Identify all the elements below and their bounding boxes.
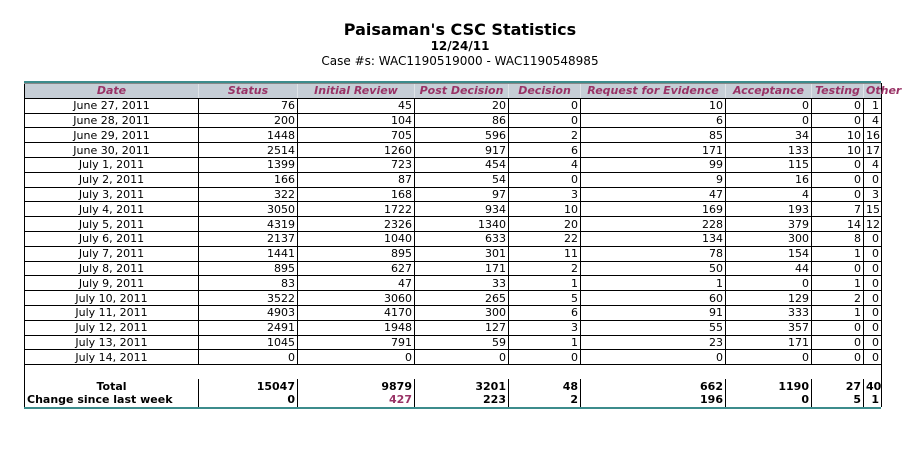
cell-request-for-evidence: 134: [581, 231, 726, 246]
cell-status: 166: [199, 172, 298, 187]
cell-other: 0: [864, 320, 882, 335]
cell-initial-review: 705: [298, 128, 415, 143]
cell-other: 0: [864, 261, 882, 276]
cell-post-decision: 265: [415, 291, 509, 306]
column-header-date[interactable]: Date: [25, 84, 199, 99]
cell-status: 2514: [199, 143, 298, 158]
cell-testing: 10: [812, 143, 864, 158]
cell-initial-review: 87: [298, 172, 415, 187]
column-header-decision[interactable]: Decision: [509, 84, 581, 99]
table-row: [25, 128, 882, 143]
column-header-testing[interactable]: Testing: [812, 84, 864, 99]
cell-acceptance: 0: [726, 113, 812, 128]
cell-status: 3050: [199, 202, 298, 217]
cell-post-decision: 633: [415, 231, 509, 246]
cell-decision: 10: [509, 202, 581, 217]
cell-status: 83: [199, 276, 298, 291]
cell-initial-review: 3060: [298, 291, 415, 306]
cell-testing: 8: [812, 231, 864, 246]
cell-request-for-evidence: 55: [581, 320, 726, 335]
cell-date: July 7, 2011: [25, 246, 199, 261]
totals-row: [25, 379, 882, 393]
cell-date: July 12, 2011: [25, 320, 199, 335]
column-header-acceptance[interactable]: Acceptance: [726, 84, 812, 99]
cell-post-decision: 0: [415, 350, 509, 365]
cell-acceptance: 16: [726, 172, 812, 187]
cell-post-decision: 97: [415, 187, 509, 202]
cell-other: 4: [864, 113, 882, 128]
cell-request-for-evidence: 91: [581, 305, 726, 320]
cell-acceptance: 300: [726, 231, 812, 246]
cell-initial-review: 104: [298, 113, 415, 128]
table-row: [25, 350, 882, 365]
cell-other: 16: [864, 128, 882, 143]
cell-request-for-evidence: 99: [581, 157, 726, 172]
cell-initial-review: 1722: [298, 202, 415, 217]
cell-status: 2137: [199, 231, 298, 246]
cell-acceptance: 379: [726, 217, 812, 232]
cell-testing: 10: [812, 128, 864, 143]
change-cell: 223: [415, 393, 509, 407]
totals-cell: 1190: [726, 379, 812, 393]
cell-date: July 9, 2011: [25, 276, 199, 291]
cell-request-for-evidence: 0: [581, 350, 726, 365]
cell-post-decision: 454: [415, 157, 509, 172]
totals-cell: 27: [812, 379, 864, 393]
cell-status: 4903: [199, 305, 298, 320]
cell-acceptance: 115: [726, 157, 812, 172]
cell-testing: 2: [812, 291, 864, 306]
cell-testing: 1: [812, 305, 864, 320]
cell-acceptance: 129: [726, 291, 812, 306]
cell-other: 0: [864, 335, 882, 350]
cell-acceptance: 171: [726, 335, 812, 350]
cell-initial-review: 791: [298, 335, 415, 350]
cell-acceptance: 333: [726, 305, 812, 320]
cell-decision: 11: [509, 246, 581, 261]
change-cell: 5: [812, 393, 864, 407]
cell-date: July 3, 2011: [25, 187, 199, 202]
cell-date: July 2, 2011: [25, 172, 199, 187]
totals-section: [25, 379, 882, 407]
change-row: [25, 393, 882, 407]
column-header-status[interactable]: Status: [199, 84, 298, 99]
cell-initial-review: 0: [298, 350, 415, 365]
cell-post-decision: 86: [415, 113, 509, 128]
table-row: [25, 231, 882, 246]
cell-acceptance: 0: [726, 276, 812, 291]
cell-initial-review: 1040: [298, 231, 415, 246]
cell-status: 2491: [199, 320, 298, 335]
cell-status: 4319: [199, 217, 298, 232]
cell-decision: 4: [509, 157, 581, 172]
cell-initial-review: 723: [298, 157, 415, 172]
cell-testing: 1: [812, 246, 864, 261]
column-header-other[interactable]: Other: [864, 84, 882, 99]
cell-decision: 6: [509, 305, 581, 320]
cell-status: 1448: [199, 128, 298, 143]
change-cell: 2: [509, 393, 581, 407]
cell-decision: 0: [509, 350, 581, 365]
cell-acceptance: 133: [726, 143, 812, 158]
cell-post-decision: 300: [415, 305, 509, 320]
cell-decision: 1: [509, 276, 581, 291]
cell-initial-review: 895: [298, 246, 415, 261]
cell-date: July 4, 2011: [25, 202, 199, 217]
cell-date: July 11, 2011: [25, 305, 199, 320]
change-label: Change since last week: [25, 393, 199, 407]
cell-decision: 2: [509, 128, 581, 143]
table-row: [25, 113, 882, 128]
cell-status: 895: [199, 261, 298, 276]
column-header-request-for-evidence[interactable]: Request for Evidence: [581, 84, 726, 99]
column-header-initial-review[interactable]: Initial Review: [298, 84, 415, 99]
cell-acceptance: 34: [726, 128, 812, 143]
cell-request-for-evidence: 228: [581, 217, 726, 232]
cell-other: 15: [864, 202, 882, 217]
cell-initial-review: 2326: [298, 217, 415, 232]
cell-decision: 0: [509, 98, 581, 113]
cell-acceptance: 0: [726, 350, 812, 365]
cell-post-decision: 54: [415, 172, 509, 187]
cell-date: July 6, 2011: [25, 231, 199, 246]
statistics-table: [24, 83, 902, 407]
table-row: [25, 157, 882, 172]
cell-initial-review: 45: [298, 98, 415, 113]
cell-testing: 0: [812, 98, 864, 113]
cell-decision: 1: [509, 335, 581, 350]
cell-decision: 3: [509, 320, 581, 335]
cell-date: June 28, 2011: [25, 113, 199, 128]
cell-testing: 0: [812, 113, 864, 128]
case-range: Case #s: WAC1190519000 - WAC1190548985: [321, 54, 599, 68]
table-row: [25, 187, 882, 202]
cell-testing: 1: [812, 276, 864, 291]
cell-request-for-evidence: 50: [581, 261, 726, 276]
cell-testing: 0: [812, 157, 864, 172]
cell-testing: 7: [812, 202, 864, 217]
cell-acceptance: 44: [726, 261, 812, 276]
cell-decision: 5: [509, 291, 581, 306]
cell-date: June 30, 2011: [25, 143, 199, 158]
cell-decision: 3: [509, 187, 581, 202]
cell-date: June 29, 2011: [25, 128, 199, 143]
cell-date: July 13, 2011: [25, 335, 199, 350]
totals-cell: 40: [864, 379, 882, 393]
table-row: [25, 98, 882, 113]
cell-initial-review: 168: [298, 187, 415, 202]
cell-acceptance: 357: [726, 320, 812, 335]
cell-decision: 0: [509, 172, 581, 187]
cell-other: 0: [864, 276, 882, 291]
cell-post-decision: 59: [415, 335, 509, 350]
table-spacer: [25, 365, 882, 380]
cell-decision: 6: [509, 143, 581, 158]
cell-other: 0: [864, 291, 882, 306]
cell-request-for-evidence: 10: [581, 98, 726, 113]
cell-post-decision: 33: [415, 276, 509, 291]
cell-status: 200: [199, 113, 298, 128]
cell-testing: 0: [812, 335, 864, 350]
cell-testing: 0: [812, 261, 864, 276]
table-body: [25, 98, 882, 364]
cell-initial-review: 47: [298, 276, 415, 291]
cell-other: 0: [864, 350, 882, 365]
cell-testing: 0: [812, 187, 864, 202]
cell-other: 0: [864, 172, 882, 187]
cell-acceptance: 0: [726, 98, 812, 113]
cell-other: 0: [864, 305, 882, 320]
cell-testing: 0: [812, 320, 864, 335]
change-cell: 1: [864, 393, 882, 407]
cell-testing: 0: [812, 350, 864, 365]
cell-initial-review: 1260: [298, 143, 415, 158]
cell-acceptance: 4: [726, 187, 812, 202]
cell-decision: 22: [509, 231, 581, 246]
change-cell-highlight: 427: [298, 393, 415, 407]
table-row: [25, 172, 882, 187]
cell-status: 1399: [199, 157, 298, 172]
cell-testing: 14: [812, 217, 864, 232]
cell-date: July 10, 2011: [25, 291, 199, 306]
cell-status: 3522: [199, 291, 298, 306]
cell-post-decision: 934: [415, 202, 509, 217]
table-row: [25, 276, 882, 291]
cell-post-decision: 20: [415, 98, 509, 113]
page-title: Paisaman's CSC Statistics: [343, 20, 577, 39]
change-cell: 0: [726, 393, 812, 407]
cell-date: July 1, 2011: [25, 157, 199, 172]
table-row: [25, 305, 882, 320]
cell-other: 12: [864, 217, 882, 232]
cell-request-for-evidence: 169: [581, 202, 726, 217]
cell-post-decision: 301: [415, 246, 509, 261]
change-cell: 196: [581, 393, 726, 407]
table-row: [25, 335, 882, 350]
cell-request-for-evidence: 47: [581, 187, 726, 202]
cell-request-for-evidence: 1: [581, 276, 726, 291]
cell-post-decision: 127: [415, 320, 509, 335]
statistics-table-frame: [24, 81, 902, 409]
table-row: [25, 246, 882, 261]
cell-status: 322: [199, 187, 298, 202]
column-header-post-decision[interactable]: Post Decision: [415, 84, 509, 99]
cell-status: 1441: [199, 246, 298, 261]
cell-other: 17: [864, 143, 882, 158]
cell-acceptance: 154: [726, 246, 812, 261]
totals-cell: 662: [581, 379, 726, 393]
cell-other: 4: [864, 157, 882, 172]
cell-other: 1: [864, 98, 882, 113]
table-row: [25, 261, 882, 276]
totals-cell: 3201: [415, 379, 509, 393]
cell-post-decision: 596: [415, 128, 509, 143]
totals-cell: 15047: [199, 379, 298, 393]
cell-initial-review: 1948: [298, 320, 415, 335]
cell-request-for-evidence: 23: [581, 335, 726, 350]
cell-other: 3: [864, 187, 882, 202]
cell-testing: 0: [812, 172, 864, 187]
cell-other: 0: [864, 231, 882, 246]
cell-post-decision: 171: [415, 261, 509, 276]
cell-date: July 5, 2011: [25, 217, 199, 232]
cell-status: 0: [199, 350, 298, 365]
cell-status: 1045: [199, 335, 298, 350]
totals-cell: 48: [509, 379, 581, 393]
cell-request-for-evidence: 9: [581, 172, 726, 187]
cell-status: 76: [199, 98, 298, 113]
cell-post-decision: 917: [415, 143, 509, 158]
cell-decision: 2: [509, 261, 581, 276]
report-date: 12/24/11: [430, 39, 490, 53]
cell-initial-review: 627: [298, 261, 415, 276]
header-row: [25, 84, 882, 99]
cell-request-for-evidence: 78: [581, 246, 726, 261]
cell-post-decision: 1340: [415, 217, 509, 232]
table-row: [25, 143, 882, 158]
cell-date: June 27, 2011: [25, 98, 199, 113]
change-cell: 0: [199, 393, 298, 407]
cell-initial-review: 4170: [298, 305, 415, 320]
totals-label: Total: [25, 379, 199, 393]
cell-decision: 0: [509, 113, 581, 128]
table-row: [25, 291, 882, 306]
cell-request-for-evidence: 85: [581, 128, 726, 143]
cell-request-for-evidence: 171: [581, 143, 726, 158]
cell-request-for-evidence: 6: [581, 113, 726, 128]
cell-request-for-evidence: 60: [581, 291, 726, 306]
cell-date: July 14, 2011: [25, 350, 199, 365]
cell-decision: 20: [509, 217, 581, 232]
cell-acceptance: 193: [726, 202, 812, 217]
cell-date: July 8, 2011: [25, 261, 199, 276]
table-row: [25, 202, 882, 217]
totals-cell: 9879: [298, 379, 415, 393]
cell-other: 0: [864, 246, 882, 261]
table-row: [25, 320, 882, 335]
table-row: [25, 217, 882, 232]
